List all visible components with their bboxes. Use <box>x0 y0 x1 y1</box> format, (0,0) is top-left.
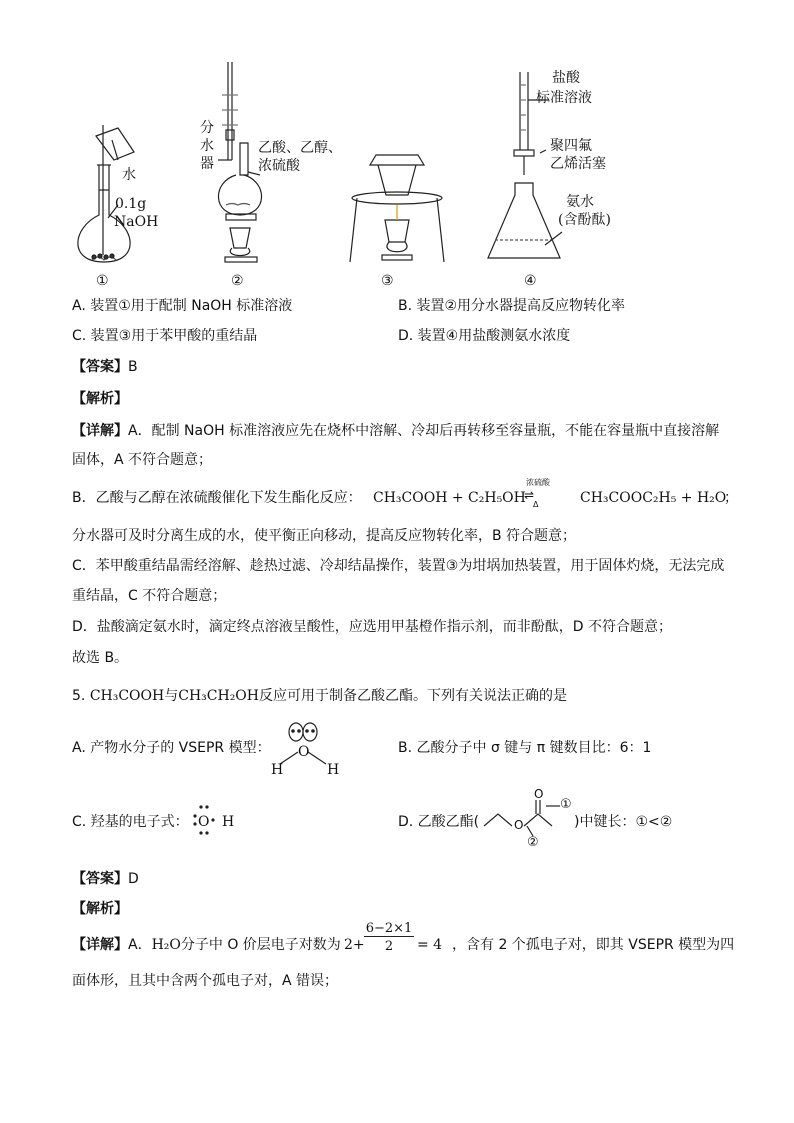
q5-stem-mid: 与 <box>164 688 179 704</box>
b-equation-arrow: ⇌ <box>524 488 535 502</box>
q4-answer-value: B <box>128 359 138 375</box>
lone-pair-lobe-left <box>289 723 303 741</box>
b-equation-end: ； <box>724 490 738 506</box>
q4-detail-b-prefix: B．乙酸与乙醇在浓硫酸催化下发生酯化反应： <box>72 490 362 506</box>
fig4-ptfe-label-1: 聚四氟 <box>550 138 592 154</box>
b-equation-delta: Δ <box>533 500 539 509</box>
q4-conclusion: 故选 B。 <box>72 650 129 666</box>
q5-option-c: C. 羟基的电子式： <box>72 814 189 830</box>
fig2-separator-label-1: 分 <box>200 120 214 136</box>
water-h-right: H <box>327 762 340 778</box>
hydroxyl-hydrogen: H <box>222 814 235 830</box>
q4-option-c: C. 装置③用于苯甲酸的重结晶 <box>72 328 258 344</box>
fraction-lead: 2+ <box>344 937 365 953</box>
q5-answer <box>72 869 139 889</box>
q4-answer-tag: 【答案】 <box>72 359 128 375</box>
q5-formula-acetic: CH₃COOH <box>89 688 165 704</box>
water-separator-drawing <box>218 62 262 262</box>
fig2-reagents-label-1: 乙酸、乙醇、 <box>258 140 342 156</box>
q5-option-b: B. 乙酸分子中 σ 键与 π 键数目比：6：1 <box>398 740 652 756</box>
q4-detail-c-line2: 重结晶，C 不符合题意； <box>72 588 227 604</box>
q4-detail-c-line1: C．苯甲酸重结晶需经溶解、趁热过滤、冷却结晶操作，装置③为坩埚加热装置，用于固体灼烧，无法完成 <box>72 558 725 574</box>
fig2-separator-label-2: 水 <box>200 138 214 154</box>
crucible-drawing <box>350 155 444 262</box>
q5-detail-tag: 【详解】 <box>72 937 128 953</box>
q4-analysis-tag: 【解析】 <box>72 391 128 407</box>
volumetric-flask-drawing <box>78 125 134 262</box>
q5-option-a: A. 产物水分子的 VSEPR 模型： <box>72 740 271 756</box>
fig4-ammonia-label-1: 氨水 <box>566 194 594 210</box>
ester-ethyl-chain <box>484 814 512 826</box>
q4-detail-b-line2: 分水器可及时分离生成的水，使平衡正向移动，提高反应物转化率，B 符合题意； <box>72 528 577 544</box>
fig3-number: ③ <box>381 273 394 289</box>
fig1-mass-label: 0.1g <box>115 196 147 212</box>
fraction-denominator: 2 <box>384 939 394 954</box>
q4-detail-tag: 【详解】 <box>72 423 128 439</box>
apparatus-figures <box>0 0 794 300</box>
water-h-left: H <box>271 762 284 778</box>
fig4-hcl-label-2: 标准溶液 <box>536 90 592 106</box>
q4-answer <box>72 357 138 377</box>
fig4-hcl-label-1: 盐酸 <box>552 70 580 86</box>
q4-detail-d-line1: D．盐酸滴定氨水时，滴定终点溶液呈酸性，应选用甲基橙作指示剂，而非酚酞，D 不符合题意； <box>72 619 673 635</box>
q4-option-b: B. 装置②用分水器提高反应物转化率 <box>398 298 626 314</box>
ester-marker-1: ① <box>560 797 572 812</box>
ester-acyl-chain <box>524 814 552 826</box>
ester-oxygen-carbonyl: O <box>534 787 544 801</box>
fig4-number: ④ <box>524 273 537 289</box>
q4-detail-a-text: A．配制 NaOH 标准溶液应先在烧杯中溶解、冷却后再转移至容量瓶，不能在容量瓶中直接溶解 <box>128 423 720 439</box>
q5-detail-a-pre: A． <box>128 937 152 953</box>
fig1-number: ① <box>96 273 109 289</box>
fig2-separator-label-3: 器 <box>200 156 214 172</box>
q4-option-a: A. 装置①用于配制 NaOH 标准溶液 <box>72 298 293 314</box>
q4-detail-a-line2: 固体，A 不符合题意； <box>72 452 213 468</box>
fig2-reagents-label-2: 浓硫酸 <box>258 158 300 174</box>
q5-option-d-suffix: )中键长：①<② <box>574 814 673 830</box>
fig4-ammonia-label-2: (含酚酞) <box>558 212 611 228</box>
q5-detail-h2o: H₂O <box>151 937 181 953</box>
hydroxyl-oxygen: O <box>198 814 210 830</box>
water-oxygen: O <box>298 744 310 760</box>
q5-detail-a-mid: 分子中 O 价层电子对数为 <box>180 937 341 953</box>
q5-option-d-prefix: D. 乙酸乙酯( <box>398 814 480 830</box>
o-h-bond-right <box>308 752 326 764</box>
q5-analysis-tag: 【解析】 <box>72 901 128 917</box>
q5-answer-value: D <box>128 871 139 887</box>
lone-pair-lobe-right <box>303 723 317 741</box>
q5-stem-rest: 反应可用于制备乙酸乙酯。下列有关说法正确的是 <box>259 688 567 704</box>
q5-answer-tag: 【答案】 <box>72 871 128 887</box>
q4-detail-a-line1 <box>72 421 719 441</box>
fig2-number: ② <box>231 273 244 289</box>
b-equation-condition: 浓硫酸 <box>526 478 550 487</box>
q5-formula-ethanol: CH₃CH₂OH <box>178 688 259 704</box>
q4-option-d: D. 装置④用盐酸测氨水浓度 <box>398 328 571 344</box>
q5-detail-a-after: ，含有 2 个孤电子对，即其 VSEPR 模型为四 <box>452 937 735 953</box>
q5-stem <box>72 686 567 706</box>
ester-marker-2: ② <box>527 835 539 850</box>
q4-detail-b-line1 <box>72 488 362 508</box>
fraction-result: = 4 <box>417 937 443 953</box>
fig1-water-label: 水 <box>122 167 136 183</box>
fig4-ptfe-label-2: 乙烯活塞 <box>550 156 606 172</box>
fraction-numerator: 6−2×1 <box>365 921 413 936</box>
q5-number: 5. <box>72 688 86 704</box>
ester-oxygen-single: O <box>514 818 524 832</box>
fig1-naoh-label: NaOH <box>114 214 159 230</box>
b-equation-right: CH₃COOC₂H₅ + H₂O <box>580 490 727 506</box>
q5-detail-a-line2: 面体形，且其中含两个孤电子对，A 错误； <box>72 973 339 989</box>
b-equation-left: CH₃COOH + C₂H₅OH <box>373 490 526 506</box>
q5-detail-line1-head <box>72 935 341 955</box>
